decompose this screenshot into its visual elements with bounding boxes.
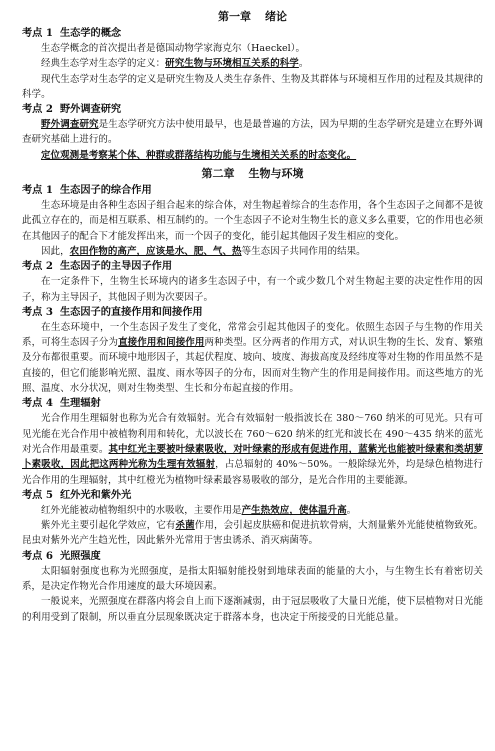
emphasized-text: 产生热效应，使体温升高	[241, 504, 347, 516]
emphasized-text: 定位观测是考察某个体、种群或群落结构功能与生境相关关系的时态变化。	[41, 149, 357, 161]
text-span: 野外调查研究	[60, 103, 122, 116]
text-span: 考点 1	[22, 184, 54, 197]
section-heading	[22, 183, 483, 198]
text-span: 生态因子的主导因子作用	[60, 260, 173, 273]
paragraph	[22, 56, 483, 71]
text-span: 第二章	[201, 167, 235, 181]
text-span: 红外光和紫外光	[60, 488, 132, 501]
section-heading	[22, 102, 483, 117]
section-heading	[22, 549, 483, 564]
paragraph	[22, 244, 483, 259]
section-heading	[22, 305, 483, 320]
text-span: 绪论	[265, 10, 287, 23]
text-span: 考点 2	[22, 260, 54, 273]
text-span: 经典生态学对生态学的定义：	[41, 58, 166, 70]
text-span: 。	[298, 58, 309, 70]
text-span: 光合作用生理辐射也称为光合有效辐射。光合有效辐射一般指波长在 380～760 纳米的可见光。只有可见光能在光合作用中被植物利用和转化，尤以波长在 760～620 纳米的红光和波长在 490～435 纳米的蓝光对光合作用最重要。	[22, 413, 483, 455]
section-heading	[22, 259, 483, 274]
paragraph	[22, 117, 483, 148]
text-span: 。	[346, 504, 357, 516]
paragraph	[22, 148, 483, 163]
emphasized-text: 其中红光主要被叶绿素吸收，对叶绿素的形成有促进作用，蓝紫光也能被叶绿素和类胡萝卜素吸收，因此把这两种光称为生理有效辐射	[22, 443, 484, 471]
paragraph	[22, 411, 483, 487]
emphasized-text: 野外调查研究	[41, 119, 99, 131]
paragraph: 在一定条件下，生物生长环境内的诸多生态因子中，有一个或少数几个对生物起主要的决定性作用的因子，称为主导因子，其他因子则为次要因子。	[22, 276, 483, 303]
paragraph: 一般说来，光照强度在群落内将会自上而下逐渐减弱，由于冠层吸收了大量日光能，使下层植物对日光能的利用受到了限制，所以垂直分层现象既决定于群落本身，也决定于所接受的日光能总量。	[22, 596, 483, 623]
text-span: 生态因子的综合作用	[60, 184, 152, 197]
paragraph	[22, 518, 483, 549]
text-span: 红外光能被动植物组织中的水吸收，主要作用是	[41, 504, 242, 516]
emphasized-text: 农田作物的高产，应该是水、肥、气、热	[69, 245, 242, 257]
text-span: 光照强度	[60, 549, 101, 562]
text-span: 生物与环境	[248, 167, 304, 181]
text-span: 生理辐射	[60, 397, 101, 410]
text-span: 考点 3	[22, 305, 54, 318]
section-heading	[22, 396, 483, 411]
text-span: 是生态学研究方法中使用最早，也是最普遍的方法，因为早期的生态学研究是建立在野外调查研究基础上进行的。	[22, 119, 483, 146]
text-span: 两种类型。区分两者的作用方式，对认识生物的生长、发育、繁殖及分布都很重要。而环境中地形因子，其起伏程度、坡向、坡度、海拔高度及经纬度等对生物的作用虽然不是直接的，但它们能影响光照、温度、雨水等因子的分布，因而对生物产生的作用是间接作用。而这些地方的光照、温度、水分状况，则对生物类型、生长和分布起直接的作用。	[22, 337, 484, 395]
text-span: 考点 1	[22, 27, 54, 39]
paragraph: 生态环境是由各种生态因子组合起来的综合体，对生物起着综合的生态作用，各个生态因子之间都不是彼此孤立存在的，而是相互联系、相互制约的。一个生态因子不论对生物生长的意义多么重要，它的作用也必须在其他因子的配合下才能发挥出来，而一个因子的变化，能引起其他因子发生相应的变化。	[22, 200, 483, 242]
paragraph: 生态学概念的首次提出者是德国动物学家海克尔（Haeckel）。	[41, 43, 306, 54]
text-span: 考点 5	[22, 488, 54, 501]
emphasized-text: 直接作用和间接作用	[118, 337, 205, 349]
paragraph: 太阳辐射强度也称为光照强度，是指太阳辐射能投射到地球表面的能量的大小，与生物生长有着密切关系，是决定作物光合作用速度的最大环境因素。	[22, 565, 483, 593]
text-span: 紫外光主要引起化学效应，它有	[41, 520, 176, 532]
text-span: 生态因子的直接作用和间接作用	[60, 305, 203, 318]
text-span: 生态学的概念	[60, 27, 122, 39]
text-span: 因此，	[41, 245, 70, 257]
text-span: 作用，会引起皮肤癌和促进抗软骨病，大剂量紫外光能使植物致死。昆虫对紫外光产生趋光性，因此紫外光常用于害虫诱杀、消灭病菌等。	[22, 520, 484, 547]
section-heading	[22, 488, 483, 503]
text-span: 等生态因子共同作用的结果。	[241, 245, 366, 257]
paragraph: 现代生态学对生态学的定义是研究生物及人类生存条件、生物及其群体与环境相互作用的过程及其规律的科学。	[22, 73, 483, 100]
text-span: ，占总辐射的 40%～50%。一般除绿光外，均是绿色植物进行光合作用的生理辐射，其中红橙光为植物叶绿素最容易吸收的部分，是光合作用的主要能源。	[22, 459, 483, 486]
section-heading	[22, 26, 483, 41]
text-span: 第一章	[218, 10, 251, 23]
chapter-2-heading	[22, 166, 483, 181]
text-span: 考点 2	[22, 103, 54, 116]
paragraph	[22, 320, 483, 396]
text-span: 在生态环境中，一个生态因子发生了变化，常常会引起其他因子的变化。依照生态因子与生物的作用关系，可将生态因子分为	[22, 321, 483, 349]
text-span: 考点 4	[22, 397, 54, 410]
emphasized-text: 研究生物与环境相互关系的科学	[165, 58, 299, 70]
paragraph	[22, 503, 483, 518]
text-span: 考点 6	[22, 549, 54, 562]
emphasized-text: 杀菌	[175, 520, 195, 532]
chapter-1-heading	[22, 9, 483, 24]
